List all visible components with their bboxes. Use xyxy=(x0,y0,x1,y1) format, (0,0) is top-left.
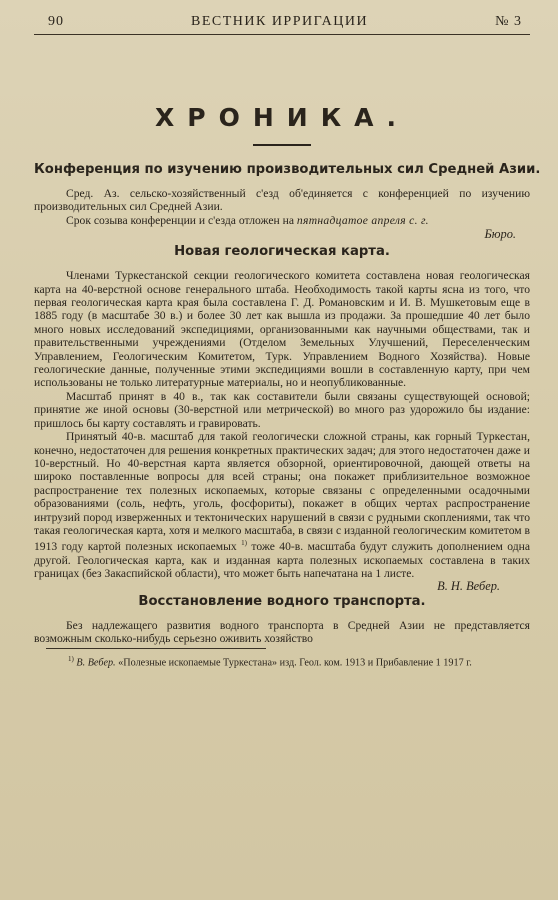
geology-title: Новая геологическая карта. xyxy=(174,244,390,260)
geology-paragraph-1: Членами Туркестанской секции геологического комитета составлена новая геологическая карта на 40-верстной основе генерального штаба. Необходимость такой карты ясна из того, что первая геологическая карта края была составлена Г. Д. Романовским и И. В. Мушкетовым еще в 1885 году (в масштабе 30 в.) и более 30 лет как вышла из продажи. За прошедшие 40 лет было много новых исследований экспедициями, организованными как научными обществами, так и правительственными учреждениями (Отделом Земельных Улучшений, Переселенческим Управлением, Геологическим Комитетом, Турк. Управлением Водного Хозяйства). Новые геологические данные, полученные этими экспедициями вошли в составленную карту, при чем использованы не только литературные материалы, но и неопубликованные. xyxy=(34,269,530,390)
journal-title: ВЕСТНИК ИРРИГАЦИИ xyxy=(190,14,369,29)
conference-p2-text: Срок созыва конференции и с'езда отложен на xyxy=(66,213,297,227)
footnote-reference: 1) xyxy=(241,539,247,548)
geology-p3-text: Принятый 40-в. масштаб для такой геологически сложной страны, как горный Туркестан, конечно, недостаточен для решения конкретных практических задач; для этого недостаточен даже и 10-верстный. Но 40-верстная карта является обзорной, ориентировочной, дающей ответы на широко поставленные вопросы для всей страны; она покажет приблизительное возможное распространение тех полезных ископаемых, которые связаны с определенными осадочными образованиями (соль, нефть, уголь, фосфориты), покажет в общих чертах распространение интрузий пород изверженных и тектонических нарушений в связи с рудными скоплениями, так что такая геологическая карта, хотя и мелкого масштаба, в связи с изданной геологическим комитетом в 1913 году картой полезных ископаемых xyxy=(34,430,530,554)
conference-paragraph-2 xyxy=(34,214,530,227)
footnote-author: В. Вебер. xyxy=(73,657,116,669)
heading-rule xyxy=(253,144,311,146)
issue-number: № 3 xyxy=(495,14,522,29)
transport-paragraph-1: Без надлежащего развития водного транспорта в Средней Азии не представляется возможным сколько-нибудь серьезно оживить хозяйство xyxy=(34,618,530,646)
section-heading: ХРОНИКА. xyxy=(155,103,409,132)
conference-signature: Бюро. xyxy=(484,227,516,242)
footnote-text: «Полезные ископаемые Туркестана» изд. Геол. ком. 1913 и Прибавление 1 1917 г. xyxy=(115,657,472,669)
footnote xyxy=(34,653,530,669)
geology-author: В. Н. Вебер. xyxy=(437,579,500,594)
conference-paragraph-1: Сред. Аз. сельско-хозяйственный с'езд об'единяется с конференцией по изучению производительных сил Средней Азии. xyxy=(34,187,530,214)
running-header xyxy=(34,14,530,35)
geology-p3-end: тоже 40-в. масштаба будут служить дополнением одна другой. Геологическая карта, как и изданная карта полезных ископаемых составлена в таких границах (без Закаспийской области), что может быть напечатана на 1 листе. xyxy=(34,540,530,581)
transport-title: Восстановление водного транспорта. xyxy=(138,593,426,609)
page-number: 90 xyxy=(48,14,64,29)
footnote-mark: 1) xyxy=(68,654,74,663)
conference-title: Конференция по изучению производительных сил Средней Азии. xyxy=(34,162,541,177)
conference-p2-date: пятнадцатое апреля с. г. xyxy=(296,213,429,227)
geology-paragraph-3 xyxy=(34,430,530,594)
geology-paragraph-2: Масштаб принят в 40 в., так как составители были связаны существующей основой; принятие же иной основы (30-верстной или метрической) во много раз удорожило бы издание: пришлось бы карту составлять и гравировать. xyxy=(34,389,530,430)
footnote-rule xyxy=(46,648,266,649)
